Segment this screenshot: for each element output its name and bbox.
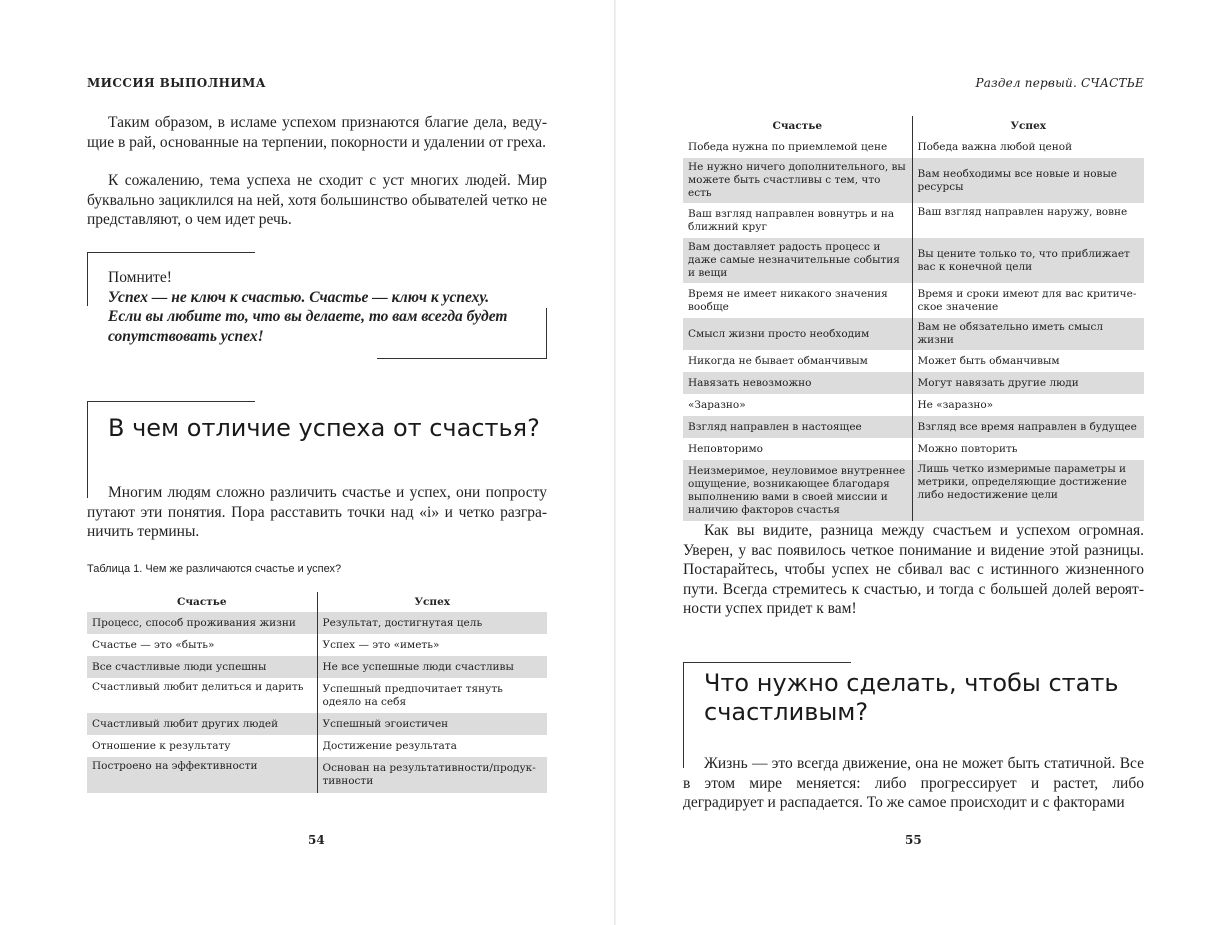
heading-frame	[683, 662, 684, 768]
page-number: 54	[308, 833, 325, 847]
table-row	[683, 372, 1144, 394]
table-cell: Взгляд направлен в настоящее	[683, 416, 912, 438]
section-heading: В чем отличие успеха от счастья?	[108, 414, 540, 442]
table-cell: Успешный эгоистичен	[317, 713, 547, 735]
remember-note	[108, 268, 538, 346]
table-row	[683, 318, 1144, 350]
paragraph: К сожалению, тема успеха не сходит с уст многих людей. Мир буквально зациклился на ней, хотя большинство обывателей четко не представляют, о чем идет речь.	[87, 172, 547, 229]
left-page	[0, 0, 614, 925]
table-row	[683, 460, 1144, 521]
table-cell: Не «заразно»	[917, 398, 994, 411]
paragraph: Жизнь — это всегда движение, она не может быть статичной. Все в этом мире меняется: либо прогрессирует и растет, либо деградирует и распадается. То же самое происходит и с факторами	[683, 755, 1144, 812]
table-cell: Процесс, способ проживания жизни	[87, 612, 317, 634]
right-page	[616, 0, 1230, 925]
comparison-table	[683, 116, 1144, 521]
table-cell: Вам не обязательно иметь смысл жизни	[912, 318, 1144, 350]
table-cell: Можно повторить	[917, 442, 1018, 455]
note-quote: Если вы любите то, что вы делаете, то вам всегда будет	[108, 308, 508, 326]
table-cell: Взгляд все время направлен в будущее	[912, 416, 1144, 438]
table-row	[87, 713, 547, 735]
table-cell: Построено на эффективности	[87, 757, 317, 793]
table-row	[87, 678, 547, 713]
table-row	[87, 656, 547, 678]
table-cell: Вам доставляет радость процесс и даже самые незначительные события и вещи	[683, 238, 912, 283]
table-cell: Победа нужна по приемлемой цене	[683, 136, 912, 158]
note-quote: сопутствовать успех!	[108, 327, 264, 345]
table-cell: Не нужно ничего дополнительного, вы можете быть счастливы с тем, что есть	[683, 158, 912, 203]
table-row	[683, 158, 1144, 203]
table-cell: Время не имеет никакого значения вообще	[683, 283, 912, 318]
table-cell: Ваш взгляд направлен наружу, вовне	[917, 206, 1128, 218]
table-cell: Вам необходимы все новые и новые ресурсы	[912, 158, 1144, 203]
table-row	[683, 203, 1144, 238]
paragraph: Как вы видите, разница между счастьем и успехом огромная. Уверен, у вас появилось четкое понимание и видение этой разницы. Постарайтесь, чтобы успех не сбивал вас с истинного жизненного пути. Всегда стремитесь к счастью, и тогда с большей долей вероят- ности успех придет к вам!	[683, 522, 1144, 618]
table-cell: Вы цените только то, что приближает вас к конечной цели	[912, 238, 1144, 283]
table-cell: Никогда не бывает обманчивым	[683, 350, 912, 372]
table-cell: Ваш взгляд направлен вовнутрь и на ближний круг	[683, 203, 912, 238]
table-cell: Отношение к результату	[87, 735, 317, 757]
table-cell: Время и сроки имеют для вас критиче- ское значение	[917, 287, 1137, 313]
column-header: Успех	[414, 595, 451, 608]
table-row	[87, 735, 547, 757]
heading-frame	[87, 401, 255, 402]
table-cell: Все счастливые люди успешны	[87, 656, 317, 678]
table-cell: Победа важна любой ценой	[917, 140, 1073, 153]
table-cell: Неизмеримое, неуловимое внутреннее ощущение, возникающее благодаря выполнению вами в своей миссии и наличию факторов счастья	[683, 460, 912, 521]
column-header: Счастье	[87, 592, 317, 612]
table-cell: Неповторимо	[683, 438, 912, 460]
paragraph: Таким образом, в исламе успехом признаются благие дела, веду- щие в рай, основанные на терпении, покорности и удалении от греха.	[87, 114, 547, 151]
running-head: МИССИЯ ВЫПОЛНИМА	[87, 76, 266, 90]
table-row	[87, 634, 547, 656]
table-row	[683, 283, 1144, 318]
paragraph: Многим людям сложно различить счастье и успех, они попросту путают эти понятия. Пора расставить точки над «i» и четко разгра- ничить термины.	[87, 484, 547, 541]
note-frame	[546, 308, 547, 359]
table-cell: «Заразно»	[683, 394, 912, 416]
table-row	[87, 757, 547, 793]
note-frame	[87, 252, 88, 306]
table-cell: Успешный предпочитает тянуть одеяло на себя	[322, 682, 503, 708]
table-cell: Счастье — это «быть»	[87, 634, 317, 656]
note-frame	[87, 252, 255, 253]
table-cell: Счастливый любит других людей	[87, 713, 317, 735]
table-cell: Результат, достигнутая цель	[317, 612, 547, 634]
table-cell: Счастливый любит делиться и дарить	[87, 678, 317, 713]
table-cell: Достижение результата	[322, 739, 457, 752]
table-caption: Таблица 1. Чем же различаются счастье и успех?	[87, 563, 342, 575]
column-header: Счастье	[683, 116, 912, 136]
table-cell: Лишь четко измеримые параметры и метрики, определяющие достижение либо недостижение цели	[912, 460, 1144, 521]
table-row	[683, 238, 1144, 283]
page-number: 55	[905, 833, 922, 847]
table-cell: Не все успешные люди счастливы	[317, 656, 547, 678]
section-heading: Что нужно сделать, чтобы стать счастливым?	[704, 669, 1119, 726]
table-row	[683, 438, 1144, 460]
table-cell: Смысл жизни просто необходим	[683, 318, 912, 350]
table-row	[87, 612, 547, 634]
table-row	[683, 350, 1144, 372]
table-cell: Могут навязать другие люди	[912, 372, 1144, 394]
table-cell: Навязать невозможно	[683, 372, 912, 394]
table-row	[683, 136, 1144, 158]
note-frame	[377, 358, 547, 359]
table-cell: Успех — это «иметь»	[322, 638, 440, 651]
comparison-table	[87, 592, 547, 793]
table-row	[683, 394, 1144, 416]
column-header: Успех	[1010, 119, 1047, 132]
heading-frame	[683, 662, 851, 663]
running-head: Раздел первый. СЧАСТЬЕ	[975, 76, 1144, 90]
note-title: Помните!	[108, 269, 172, 286]
table-row	[683, 416, 1144, 438]
note-quote: Успех — не ключ к счастью. Счастье — ключ к успеху.	[108, 288, 490, 306]
table-cell: Может быть обманчивым	[917, 354, 1060, 367]
table-cell: Основан на результативности/продук- тивности	[317, 757, 547, 793]
